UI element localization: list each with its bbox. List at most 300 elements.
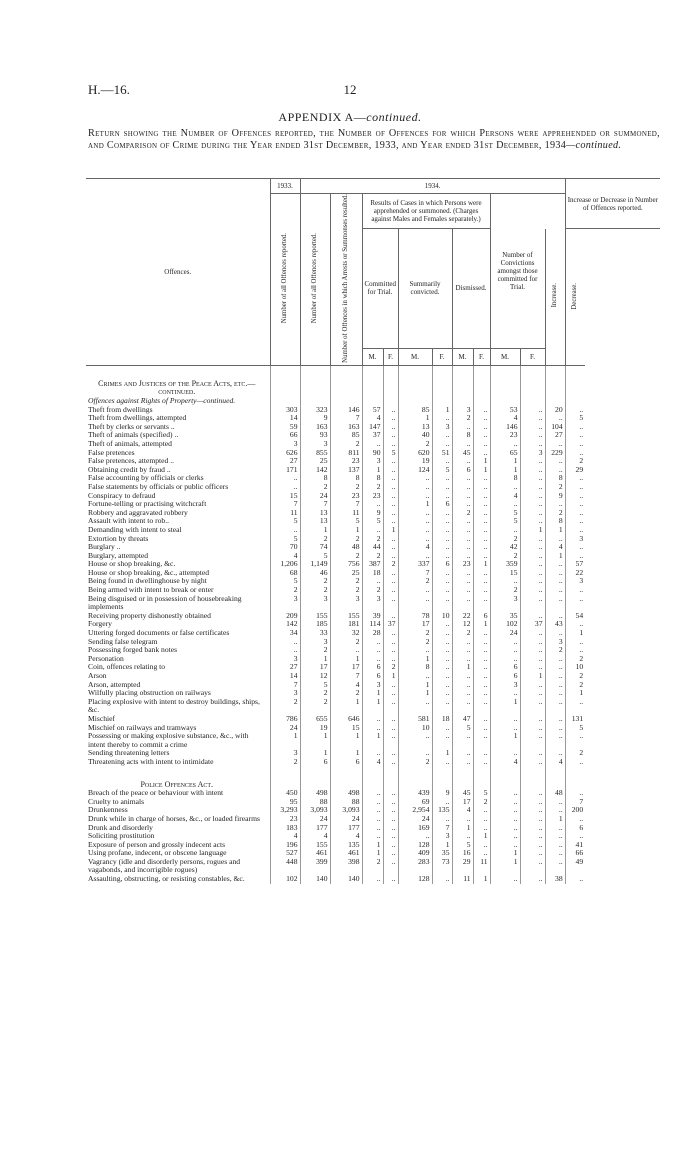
cell-value: ..	[565, 646, 585, 655]
arrests-head: Number of Offences in which Arrests or Summonses resulted.	[330, 194, 362, 366]
cell-value: 2	[383, 663, 398, 672]
cell-value: 8	[545, 517, 565, 526]
cell-value: ..	[362, 815, 383, 824]
cell-value: 69	[398, 798, 432, 807]
offence-label: Possessing or making explosive substance, &c., with intent thereby to commit a crime	[88, 731, 249, 749]
cell-value: 128	[398, 841, 432, 850]
table-row	[86, 672, 660, 681]
cell-value: ..	[545, 724, 565, 733]
cell-value: 2	[362, 535, 383, 544]
cell-value: 33	[300, 629, 330, 638]
cell-value: ..	[473, 715, 490, 724]
cell-value: ..	[398, 509, 432, 518]
report-reference: H.—16.	[88, 82, 130, 97]
cell-value: ..	[520, 758, 545, 767]
cell-value: ..	[362, 715, 383, 724]
cell-value: 48	[330, 543, 362, 552]
subsection-heading: Offences against Rights of Property—continued.	[88, 396, 236, 406]
cell-value: 4	[490, 414, 520, 423]
cell-value: ..	[383, 629, 398, 638]
cell-value: 1	[473, 832, 490, 841]
cell-value: ..	[520, 646, 545, 655]
cell-value: 12	[452, 620, 473, 629]
cell-value: 1	[398, 689, 432, 698]
cell-value: ..	[545, 535, 565, 544]
cell-value: 4	[270, 552, 300, 561]
cell-value: ..	[362, 577, 383, 586]
cell-value: ..	[473, 509, 490, 518]
cell-value: 14	[270, 414, 300, 423]
cell-value: ..	[490, 724, 520, 733]
cell-value: 163	[300, 423, 330, 432]
cell-value: ..	[432, 672, 452, 681]
table-row	[86, 758, 660, 767]
cell-value: 34	[270, 629, 300, 638]
section-heading: Crimes and Justices of the Peace Acts, etc.—continued.	[98, 378, 256, 397]
cell-value: 171	[270, 466, 300, 475]
cell-value: ..	[520, 517, 545, 526]
cell-value: 57	[565, 560, 585, 569]
cell-value: 53	[490, 406, 520, 415]
cell-value: 1	[330, 655, 362, 664]
cell-value: ..	[383, 789, 398, 798]
cell-value: 398	[330, 858, 362, 875]
cell-value: 40	[398, 431, 432, 440]
cell-value: 1	[473, 457, 490, 466]
cell-value: ..	[520, 423, 545, 432]
cell-value: ..	[398, 698, 432, 715]
cell-value: ..	[473, 517, 490, 526]
cell-value: 6	[473, 612, 490, 621]
cell-value: ..	[473, 543, 490, 552]
cell-value: ..	[490, 646, 520, 655]
offence-label: Exposure of person and grossly indecent acts	[88, 839, 226, 849]
cell-value: 4	[490, 758, 520, 767]
cell-value: 8	[330, 474, 362, 483]
cell-value: ..	[565, 789, 585, 798]
cell-value: 6	[432, 500, 452, 509]
cell-value: 1	[398, 414, 432, 423]
cell-value: ..	[520, 832, 545, 841]
cell-value: 811	[330, 449, 362, 458]
cell-value: 3	[490, 595, 520, 612]
f-head: F.	[432, 348, 452, 365]
cell-value: ..	[545, 440, 565, 449]
cell-value: 5	[432, 466, 452, 475]
cell-value: 359	[490, 560, 520, 569]
cell-value: 35	[432, 849, 452, 858]
offence-label: House or shop breaking, &c.	[88, 559, 176, 569]
offence-label: Forgery	[88, 619, 112, 629]
cell-value: ..	[432, 798, 452, 807]
cell-value: ..	[398, 749, 432, 758]
cell-value: ..	[383, 758, 398, 767]
cell-value: 9	[300, 414, 330, 423]
cell-value: 2	[300, 689, 330, 698]
cell-value: 8	[362, 474, 383, 483]
offence-label: Vagrancy (idle and disorderly persons, rogues and vagabonds, and incorrigible rogues)	[88, 856, 241, 875]
cell-value: 163	[330, 423, 362, 432]
cell-value: 142	[270, 620, 300, 629]
cell-value: ..	[473, 629, 490, 638]
cell-value: 5	[473, 789, 490, 798]
cell-value: 140	[330, 875, 362, 884]
cell-value: 2	[330, 535, 362, 544]
cell-value: 27	[270, 457, 300, 466]
cell-value: 37	[520, 620, 545, 629]
cell-value: 4	[330, 681, 362, 690]
table-row	[86, 815, 660, 824]
cell-value: ..	[432, 414, 452, 423]
cell-value: ..	[473, 824, 490, 833]
cell-value: ..	[362, 749, 383, 758]
cell-value: ..	[473, 806, 490, 815]
cell-value: 8	[300, 474, 330, 483]
cell-value: ..	[490, 715, 520, 724]
cell-value: 786	[270, 715, 300, 724]
cell-value: ..	[432, 569, 452, 578]
cell-value: 185	[300, 620, 330, 629]
cell-value: 448	[270, 858, 300, 875]
cell-value: ..	[520, 509, 545, 518]
cell-value: ..	[473, 586, 490, 595]
cell-value: 2	[490, 535, 520, 544]
cell-value: 855	[300, 449, 330, 458]
f-head: F.	[383, 348, 398, 365]
cell-value: 655	[300, 715, 330, 724]
table-row	[86, 663, 660, 672]
section-heading: Police Offences Act.	[140, 779, 214, 789]
cell-value: 450	[270, 789, 300, 798]
cell-value: ..	[452, 474, 473, 483]
cell-value: ..	[473, 526, 490, 535]
cell-value: ..	[473, 423, 490, 432]
cell-value: 3,093	[300, 806, 330, 815]
cell-value: 6	[490, 672, 520, 681]
cell-value: 9	[362, 509, 383, 518]
cell-value: ..	[520, 586, 545, 595]
cell-value: 1	[362, 732, 383, 749]
cell-value: 1	[473, 620, 490, 629]
offence-label: Sending threatening letters	[88, 748, 170, 758]
cell-value: ..	[383, 423, 398, 432]
cell-value: ..	[473, 815, 490, 824]
cell-value: ..	[383, 858, 398, 875]
cell-value: ..	[565, 543, 585, 552]
offence-label: Extortion by threats	[88, 533, 149, 543]
cell-value: 181	[330, 620, 362, 629]
cell-value: ..	[452, 758, 473, 767]
cell-value: ..	[565, 552, 585, 561]
cell-value: 13	[300, 517, 330, 526]
cell-value: ..	[383, 698, 398, 715]
cell-value: ..	[520, 414, 545, 423]
offence-label: Theft from dwellings, attempted	[88, 413, 187, 423]
cell-value: 128	[398, 875, 432, 884]
cell-value: 88	[300, 798, 330, 807]
offence-label: Assault with intent to rob..	[88, 516, 169, 526]
table-row	[86, 646, 660, 655]
cell-value: 1	[490, 858, 520, 875]
cell-value: 155	[330, 612, 362, 621]
cell-value: ..	[473, 406, 490, 415]
offence-label: Mischief	[88, 713, 115, 723]
cell-value: 3	[300, 595, 330, 612]
cell-value: 12	[300, 672, 330, 681]
f-head: F.	[473, 348, 490, 365]
cell-value: 155	[300, 841, 330, 850]
cell-value: ..	[383, 798, 398, 807]
cell-value: 142	[300, 466, 330, 475]
cell-value: ..	[520, 655, 545, 664]
cell-value: ..	[520, 732, 545, 749]
cell-value: 3,293	[270, 806, 300, 815]
cell-value: ..	[383, 431, 398, 440]
cell-value: 51	[432, 449, 452, 458]
cell-value: ..	[490, 832, 520, 841]
cell-value: 1	[362, 698, 383, 715]
cell-value: ..	[452, 552, 473, 561]
cell-value: 337	[398, 560, 432, 569]
cell-value: 646	[330, 715, 362, 724]
offence-label: Burglary ..	[88, 542, 121, 552]
cell-value: ..	[362, 875, 383, 884]
table-row	[86, 629, 660, 638]
cell-value: 43	[545, 620, 565, 629]
cell-value: 1	[398, 681, 432, 690]
table-row	[86, 655, 660, 664]
increase-head: Increase.	[545, 229, 565, 366]
results-head: Results of Cases in which Persons were apprehended or summoned. (Charges against Males and Females separately.)	[362, 194, 490, 229]
cell-value: 1	[473, 560, 490, 569]
cell-value: ..	[452, 732, 473, 749]
offence-label: Conspiracy to defraud	[88, 490, 156, 500]
cell-value: 5	[565, 724, 585, 733]
cell-value: 2	[330, 638, 362, 647]
cell-value: ..	[545, 586, 565, 595]
offences-table	[86, 178, 660, 884]
cell-value: ..	[565, 815, 585, 824]
cell-value: 66	[565, 849, 585, 858]
cell-value: 1	[520, 526, 545, 535]
cell-value: ..	[432, 526, 452, 535]
cell-value: 1	[300, 526, 330, 535]
cell-value: 155	[300, 612, 330, 621]
dismissed-head: Dismissed.	[452, 229, 490, 349]
cell-value: 2	[565, 681, 585, 690]
cell-value: 7	[330, 500, 362, 509]
cell-value: ..	[565, 586, 585, 595]
cell-value: 3	[270, 655, 300, 664]
cell-value: 399	[300, 858, 330, 875]
cell-value: ..	[520, 431, 545, 440]
cell-value: 17	[300, 663, 330, 672]
cell-value: 5	[330, 517, 362, 526]
cell-value: 1	[330, 732, 362, 749]
cell-value: 41	[565, 841, 585, 850]
cell-value: ..	[520, 552, 545, 561]
cell-value: 1	[452, 663, 473, 672]
cell-value: ..	[520, 406, 545, 415]
cell-value: ..	[520, 698, 545, 715]
cell-value: ..	[473, 483, 490, 492]
cell-value: ..	[383, 689, 398, 698]
cell-value: ..	[473, 552, 490, 561]
cell-value: 5	[300, 552, 330, 561]
table-title	[88, 128, 660, 152]
cell-value: ..	[383, 577, 398, 586]
cell-value: ..	[383, 586, 398, 595]
cell-value: 4	[398, 543, 432, 552]
table-row	[86, 595, 660, 612]
cell-value: 54	[565, 612, 585, 621]
cell-value: 37	[362, 431, 383, 440]
cell-value: ..	[520, 483, 545, 492]
offence-label: Sending false telegram	[88, 636, 158, 646]
cell-value: 1	[545, 526, 565, 535]
offence-label: False pretences	[88, 447, 135, 457]
cell-value: 620	[398, 449, 432, 458]
cell-value: ..	[432, 509, 452, 518]
cell-value: ..	[473, 500, 490, 509]
cell-value: ..	[490, 749, 520, 758]
cell-value: 1	[432, 406, 452, 415]
cell-value: 18	[432, 715, 452, 724]
table-row	[86, 875, 660, 884]
cell-value: ..	[362, 724, 383, 733]
cell-value: ..	[565, 474, 585, 483]
cell-value: ..	[565, 832, 585, 841]
cell-value: ..	[383, 806, 398, 815]
cell-value: 461	[300, 849, 330, 858]
cell-value: ..	[398, 832, 432, 841]
cell-value: 2	[270, 586, 300, 595]
year-1934-head: 1934.	[300, 179, 565, 194]
cell-value: ..	[270, 646, 300, 655]
offence-label: Robbery and aggravated robbery	[88, 507, 188, 517]
cell-value: 1	[520, 672, 545, 681]
cell-value: ..	[270, 483, 300, 492]
cell-value: 93	[300, 431, 330, 440]
cell-value: 8	[398, 663, 432, 672]
cell-value: 59	[270, 423, 300, 432]
cell-value: ..	[383, 406, 398, 415]
cell-value: 4	[545, 543, 565, 552]
cell-value: 2	[473, 798, 490, 807]
cell-value: ..	[520, 492, 545, 501]
cell-value: ..	[383, 841, 398, 850]
offence-label: False statements by officials or public officers	[88, 481, 229, 491]
cell-value: 200	[565, 806, 585, 815]
cell-value: 2	[545, 646, 565, 655]
cell-value: ..	[545, 466, 565, 475]
table-row	[86, 824, 660, 833]
cell-value: 45	[452, 449, 473, 458]
cell-value: 5	[383, 449, 398, 458]
table-row	[86, 732, 660, 749]
cell-value: ..	[490, 655, 520, 664]
cell-value: 2	[330, 586, 362, 595]
cell-value: 5	[490, 517, 520, 526]
table-title-text: Return showing the Number of Offences reported, the Number of Offences for which Persons were apprehended or summoned, and Comparison of Crime during the Year ended 31st December, 1933, and Year ended 31st December, 1934	[88, 128, 660, 151]
cell-value: 2	[565, 457, 585, 466]
cell-value: 2	[362, 483, 383, 492]
page-number: 12	[343, 82, 357, 97]
cell-value: ..	[452, 586, 473, 595]
cell-value: 11	[452, 875, 473, 884]
cell-value: 1	[490, 732, 520, 749]
cell-value: 85	[398, 406, 432, 415]
cell-value: ..	[473, 569, 490, 578]
cell-value: 10	[565, 663, 585, 672]
offence-label: False pretences, attempted ..	[88, 456, 175, 466]
cell-value: 4	[490, 492, 520, 501]
cell-value: ..	[565, 638, 585, 647]
cell-value: 461	[330, 849, 362, 858]
cell-value: ..	[362, 440, 383, 449]
cell-value: ..	[432, 483, 452, 492]
cell-value: 2	[452, 414, 473, 423]
cell-value: ..	[452, 457, 473, 466]
cell-value: ..	[520, 798, 545, 807]
m-head: M.	[452, 348, 473, 365]
cell-value: ..	[383, 440, 398, 449]
cell-value: 1	[300, 655, 330, 664]
offence-label: Drunk and disorderly	[88, 822, 153, 832]
cell-value: 2	[300, 483, 330, 492]
committed-head: Committed for Trial.	[362, 229, 398, 349]
cell-value: ..	[520, 569, 545, 578]
cell-value: ..	[520, 500, 545, 509]
cell-value: ..	[452, 749, 473, 758]
cell-value: ..	[432, 474, 452, 483]
cell-value: 102	[270, 875, 300, 884]
cell-value: 209	[270, 612, 300, 621]
cell-value: ..	[452, 483, 473, 492]
cell-value: 23	[270, 815, 300, 824]
cell-value: 24	[398, 815, 432, 824]
cell-value: ..	[362, 638, 383, 647]
cell-value: 7	[330, 672, 362, 681]
cell-value: 1	[270, 732, 300, 749]
cell-value: ..	[565, 758, 585, 767]
cell-value: 74	[300, 543, 330, 552]
cell-value: ..	[383, 595, 398, 612]
cell-value: ..	[383, 681, 398, 690]
cell-value: 146	[490, 423, 520, 432]
cell-value: ..	[383, 832, 398, 841]
cell-value: 2	[300, 577, 330, 586]
cell-value: 19	[300, 724, 330, 733]
cell-value: 1	[432, 841, 452, 850]
cell-value: 9	[545, 492, 565, 501]
cell-value: 23	[330, 492, 362, 501]
cell-value: 498	[330, 789, 362, 798]
cell-value: 9	[432, 789, 452, 798]
cell-value: ..	[383, 509, 398, 518]
cell-value: ..	[545, 689, 565, 698]
cell-value: ..	[432, 724, 452, 733]
cell-value: 37	[383, 620, 398, 629]
cell-value: 3,093	[330, 806, 362, 815]
cell-value: ..	[473, 672, 490, 681]
cell-value: ..	[565, 517, 585, 526]
table-row	[86, 789, 660, 798]
cell-value: ..	[473, 474, 490, 483]
cell-value: ..	[452, 595, 473, 612]
offence-label: Soliciting prostitution	[88, 831, 155, 841]
cell-value: 24	[300, 492, 330, 501]
